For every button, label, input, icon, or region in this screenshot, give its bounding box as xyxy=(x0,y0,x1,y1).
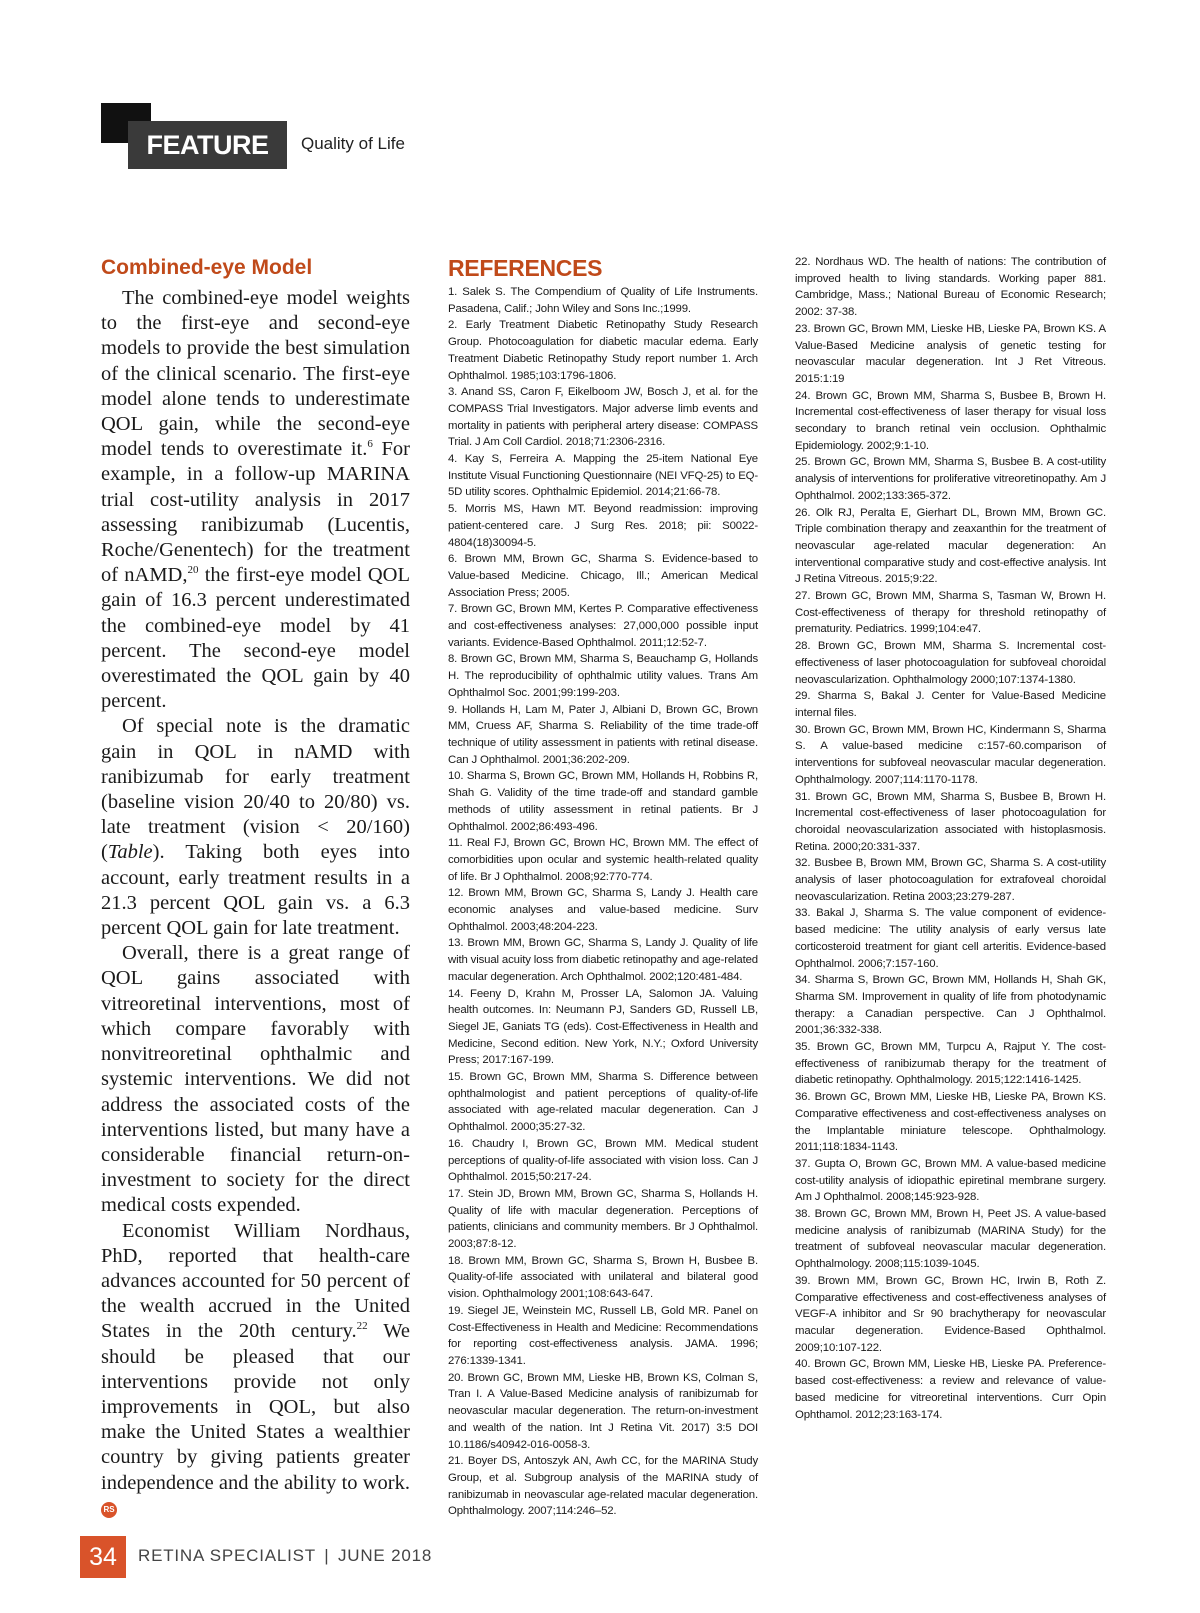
reference-item: 18. Brown MM, Brown GC, Sharma S, Brown H, Busbee B. Quality-of-life associated with unilateral and bilateral good vision. Ophthalmology 2001;108:643-647. xyxy=(448,1254,758,1301)
references-column-2 xyxy=(795,254,1106,1423)
article-paragraph xyxy=(101,1219,410,1521)
reference-item: 35. Brown GC, Brown MM, Turpcu A, Rajput Y. The cost-effectiveness of ranibizumab therapy for the treatment of diabetic retinopathy. Ophthalmology. 2015;122:1416-1425. xyxy=(795,1041,1106,1087)
citation-superscript: 6 xyxy=(367,438,373,451)
article-paragraph xyxy=(101,714,410,941)
reference-item: 21. Boyer DS, Antoszyk AN, Awh CC, for the MARINA Study Group, et al. Subgroup analysis of the MARINA study of ranibizumab in neovascular age-related macular degeneration. Ophthalmology. 2007;114:246–52. xyxy=(448,1455,758,1518)
reference-item: 10. Sharma S, Brown GC, Brown MM, Hollands H, Robbins R, Shah G. Validity of the time trade-off and standard gamble methods of utility assessment in retinal patients. Br J Ophthalmol. 2002;86:493-496. xyxy=(448,770,758,833)
page-number: 34 xyxy=(80,1536,126,1578)
reference-item: 24. Brown GC, Brown MM, Sharma S, Busbee B, Brown H. Incremental cost-effectiveness of laser therapy for visual loss secondary to branch retinal vein occlusion. Ophthalmic Epidemiology. 2002;9:1-10. xyxy=(795,389,1106,452)
paragraph-text: The combined-eye model weights to the first-eye and second-eye models to provide the best simulation of the clinical scenario. The first-eye model alone tends to underestimate QOL gain, while the second-eye model tends to overestimate it. xyxy=(101,287,410,461)
publication-name: RETINA SPECIALIST xyxy=(138,1546,316,1565)
reference-item: 33. Bakal J, Sharma S. The value component of evidence-based medicine: The utility analysis of early versus late corticosteroid treatment for giant cell arteritis. Evidence-based Ophthalmol. 2006;7:157-160. xyxy=(795,907,1106,970)
reference-item: 25. Brown GC, Brown MM, Sharma S, Busbee B. A cost-utility analysis of interventions for proliferative vitreoretinopathy. Am J Ophthalmol. 2002;133:365-372. xyxy=(795,456,1106,502)
reference-item: 5. Morris MS, Hawn MT. Beyond readmission: improving patient-centered care. J Surg Res. 2018; pii: S0022-4804(18)30094-5. xyxy=(448,503,758,549)
citation-superscript: 20 xyxy=(187,564,199,577)
paragraph-text: For example, in a follow-up MARINA trial cost-utility analysis in 2017 assessing ranibizumab (Lucentis, Roche/Genentech) for the treatment of nAMD, xyxy=(101,438,410,587)
reference-item: 38. Brown GC, Brown MM, Brown H, Peet JS. A value-based medicine analysis of ranibizumab (MARINA Study) for the treatment of subfoveal neovascular macular degeneration. Ophthalmology. 2008;115:1039-1045. xyxy=(795,1208,1106,1271)
reference-item: 1. Salek S. The Compendium of Quality of Life Instruments. Pasadena, Calif.; John Wiley and Sons Inc.;1999. xyxy=(448,286,758,315)
reference-item: 3. Anand SS, Caron F, Eikelboom JW, Bosch J, et al. for the COMPASS Trial Investigators. Major adverse limb events and mortality in patients with peripheral artery disease: COMPASS Trial. J Am Coll Cardiol. 2018;71:2306-2316. xyxy=(448,386,758,449)
feature-label: FEATURE xyxy=(128,121,287,169)
reference-item: 11. Real FJ, Brown GC, Brown HC, Brown MM. The effect of comorbidities upon ocular and systemic health-related quality of life. Br J Ophthalmol. 2008;92:770-774. xyxy=(448,837,758,883)
issue-date: JUNE 2018 xyxy=(337,1546,433,1565)
reference-item: 29. Sharma S, Bakal J. Center for Value-Based Medicine internal files. xyxy=(795,690,1106,719)
footer-publication xyxy=(138,1546,432,1566)
reference-item: 4. Kay S, Ferreira A. Mapping the 25-item National Eye Institute Visual Functioning Questionnaire (NEI VFQ-25) to EQ-5D utility scores. Ophthalmic Epidemiol. 2014;21:66-78. xyxy=(448,453,758,499)
section-label: Quality of Life xyxy=(301,134,405,153)
reference-item: 2. Early Treatment Diabetic Retinopathy Study Research Group. Photocoagulation for diabetic macular edema. Early Treatment Diabetic Retinopathy Study report number 1. Arch Ophthalmol. 1985;103:1796-1806. xyxy=(448,319,758,382)
reference-item: 27. Brown GC, Brown MM, Sharma S, Tasman W, Brown H. Cost-effectiveness of therapy for threshold retinopathy of prematurity. Pediatrics. 1999;104:e47. xyxy=(795,590,1106,636)
paragraph-text: the first-eye model QOL gain of 16.3 percent underestimated the combined-eye model by 41 percent. The second-eye model overestimated the QOL gain by 40 percent. xyxy=(101,564,410,713)
reference-item: 7. Brown GC, Brown MM, Kertes P. Comparative effectiveness and cost-effectiveness analyses: 27,000,000 possible input variants. Evidence-Based Ophthalmol. 2011;12:52-7. xyxy=(448,603,758,649)
reference-item: 28. Brown GC, Brown MM, Sharma S. Incremental cost-effectiveness of laser photocoagulation for subfoveal choroidal neovascularization. Ophthalmology 2000;107:1374-1380. xyxy=(795,640,1106,686)
references-heading: REFERENCES xyxy=(448,255,603,281)
paragraph-text: ). Taking both eyes into account, early treatment results in a 21.3 percent QOL gain vs. a 6.3 percent QOL gain for late treatment. xyxy=(101,841,410,940)
reference-item: 39. Brown MM, Brown GC, Brown HC, Irwin B, Roth Z. Comparative effectiveness and cost-effectiveness analyses of VEGF-A inhibitor and Sr 90 brachytherapy for neovascular macular degeneration. Evidence-Based Ophthalmol. 2009;10:107-122. xyxy=(795,1274,1106,1354)
reference-item: 6. Brown MM, Brown GC, Sharma S. Evidence-based to Value-based Medicine. Chicago, Ill.; American Medical Association Press; 2005. xyxy=(448,553,758,599)
reference-item: 40. Brown GC, Brown MM, Lieske HB, Lieske PA. Preference-based cost-effectiveness: a review and relevance of value-based medicine for vitreoretinal interventions. Curr Opin Ophthamol. 2012;23:163-174. xyxy=(795,1358,1106,1421)
reference-item: 8. Brown GC, Brown MM, Sharma S, Beauchamp G, Hollands H. The reproducibility of ophthalmic utility values. Trans Am Ophthalmol Soc. 2001;99:199-203. xyxy=(448,653,758,699)
article-paragraph xyxy=(101,286,410,714)
paragraph-text: Economist William Nordhaus, PhD, reported that health-care advances accounted for 50 percent of the wealth accrued in the United States in the 20th century. xyxy=(101,1219,410,1343)
table-reference[interactable]: Table xyxy=(107,841,153,864)
reference-item: 13. Brown MM, Brown GC, Sharma S, Landy J. Quality of life with visual acuity loss from diabetic retinopathy and age-related macular degeneration. Arch Ophthalmol. 2002;120:481-484. xyxy=(448,937,758,983)
reference-item: 20. Brown GC, Brown MM, Lieske HB, Brown KS, Colman S, Tran I. A Value-Based Medicine analysis of ranibizumab for neovascular macular degeneration. The return-on-investment and wealth of the nation. Int J Retina Vit. 2017) 3:5 DOI 10.1186/s40942-016-0058-3. xyxy=(448,1371,758,1451)
reference-item: 37. Gupta O, Brown GC, Brown MM. A value-based medicine cost-utility analysis of idiopathic epiretinal membrane surgery. Am J Ophthalmol. 2008;145:923-928. xyxy=(795,1157,1106,1204)
footer-separator: | xyxy=(324,1546,330,1565)
reference-item: 23. Brown GC, Brown MM, Lieske HB, Lieske PA, Brown KS. A Value-Based Medicine analysis of genetic testing for neovascular macular degeneration. Int J Ret Vitreous. 2015:1:19 xyxy=(795,322,1106,385)
reference-item: 22. Nordhaus WD. The health of nations: The contribution of improved health to living standards. Working paper 881. Cambridge, Mass.; National Bureau of Economic Research; 2002: 37-38. xyxy=(795,256,1106,319)
reference-item: 14. Feeny D, Krahn M, Prosser LA, Salomon JA. Valuing health outcomes. In: Neumann PJ, Sanders GD, Russell LB, Siegel JE, Ganiats TG (eds). Cost-Effectiveness in Health and Medicine, Second edition. New York, N.Y.; Oxford University Press; 2017:167-199. xyxy=(448,987,758,1067)
reference-item: 16. Chaudry I, Brown GC, Brown MM. Medical student perceptions of quality-of-life associated with vision loss. Can J Ophthalmol. 2015;50:217-24. xyxy=(448,1137,758,1184)
reference-item: 12. Brown MM, Brown GC, Sharma S, Landy J. Health care economic analyses and value-based medicine. Surv Ophthalmol. 2003;48:204-223. xyxy=(448,887,758,933)
section-heading: Combined-eye Model xyxy=(101,256,313,279)
references-column-1 xyxy=(448,254,758,1520)
paragraph-text: Of special note is the dramatic gain in QOL in nAMD with ranibizumab for early treatment (baseline vision 20/40 to 20/80) vs. late treatment (vision < 20/160) ( xyxy=(101,715,410,864)
article-body xyxy=(101,254,410,1521)
end-of-article-icon: RS xyxy=(101,1502,117,1518)
citation-superscript: 22 xyxy=(356,1320,368,1333)
reference-item: 15. Brown GC, Brown MM, Sharma S. Difference between ophthalmologist and patient perceptions of quality-of-life associated with age-related macular degeneration. Can J Ophthalmol. 2000;35:27-32. xyxy=(448,1071,758,1134)
reference-item: 34. Sharma S, Brown GC, Brown MM, Hollands H, Shah GK, Sharma SM. Improvement in quality of life from photodynamic therapy: a Canadian perspective. Can J Ophthalmol. 2001;36:332-338. xyxy=(795,974,1106,1037)
reference-item: 32. Busbee B, Brown MM, Brown GC, Sharma S. A cost-utility analysis of laser photocoagulation for extrafoveal choroidal neovascularization. Retina 2003;23:279-287. xyxy=(795,857,1106,903)
reference-item: 36. Brown GC, Brown MM, Lieske HB, Lieske PA, Brown KS. Comparative effectiveness and cost-effectiveness analyses on the Implantable miniature telescope. Ophthalmology. 2011;118:1834-1143. xyxy=(795,1091,1106,1154)
reference-item: 30. Brown GC, Brown MM, Brown HC, Kindermann S, Sharma S. A value-based medicine c:157-60.comparison of interventions for subfoveal neovascular macular degeneration. Ophthalmology. 2007;114:1170-1178. xyxy=(795,723,1106,786)
reference-item: 26. Olk RJ, Peralta E, Gierhart DL, Brown MM, Brown GC. Triple combination therapy and zeaxanthin for the treatment of neovascular age-related macular degeneration: An interventional comparative study and cost-effective analysis. Int J Retina Vitreous. 2015;9:22. xyxy=(795,506,1106,586)
reference-item: 17. Stein JD, Brown MM, Brown GC, Sharma S, Hollands H. Quality of life with macular degeneration. Perceptions of patients, clinicians and community members. Br J Ophthalmol. 2003;87:8-12. xyxy=(448,1187,758,1251)
reference-item: 9. Hollands H, Lam M, Pater J, Albiani D, Brown GC, Brown MM, Cruess AF, Sharma S. Reliability of the time trade-off technique of utility assessment in patients with retinal disease. Can J Ophthalmol. 2001;36:202-209. xyxy=(448,703,758,766)
reference-item: 31. Brown GC, Brown MM, Sharma S, Busbee B, Brown H. Incremental cost-effectiveness of laser photocoagulation for choroidal neovascularization associated with histoplasmosis. Retina. 2000;20:331-337. xyxy=(795,790,1106,853)
reference-item: 19. Siegel JE, Weinstein MC, Russell LB, Gold MR. Panel on Cost-Effectiveness in Health and Medicine: Recommendations for reporting cost-effectiveness analysis. JAMA. 1996; 276:1339-1341. xyxy=(448,1304,758,1367)
article-paragraph: Overall, there is a great range of QOL gains associated with vitreoretinal interventions, most of which compare favorably with nonvitreoretinal ophthalmic and systemic interventions. We did not address the associated costs of the interventions listed, but many have a considerable financial return-on-investment to society for the direct medical costs expended. xyxy=(101,942,410,1217)
paragraph-text: We should be pleased that our interventions provide not only improvements in QOL, but also make the United States a wealthier country by giving patients greater independence and the ability to work. xyxy=(101,1320,411,1494)
